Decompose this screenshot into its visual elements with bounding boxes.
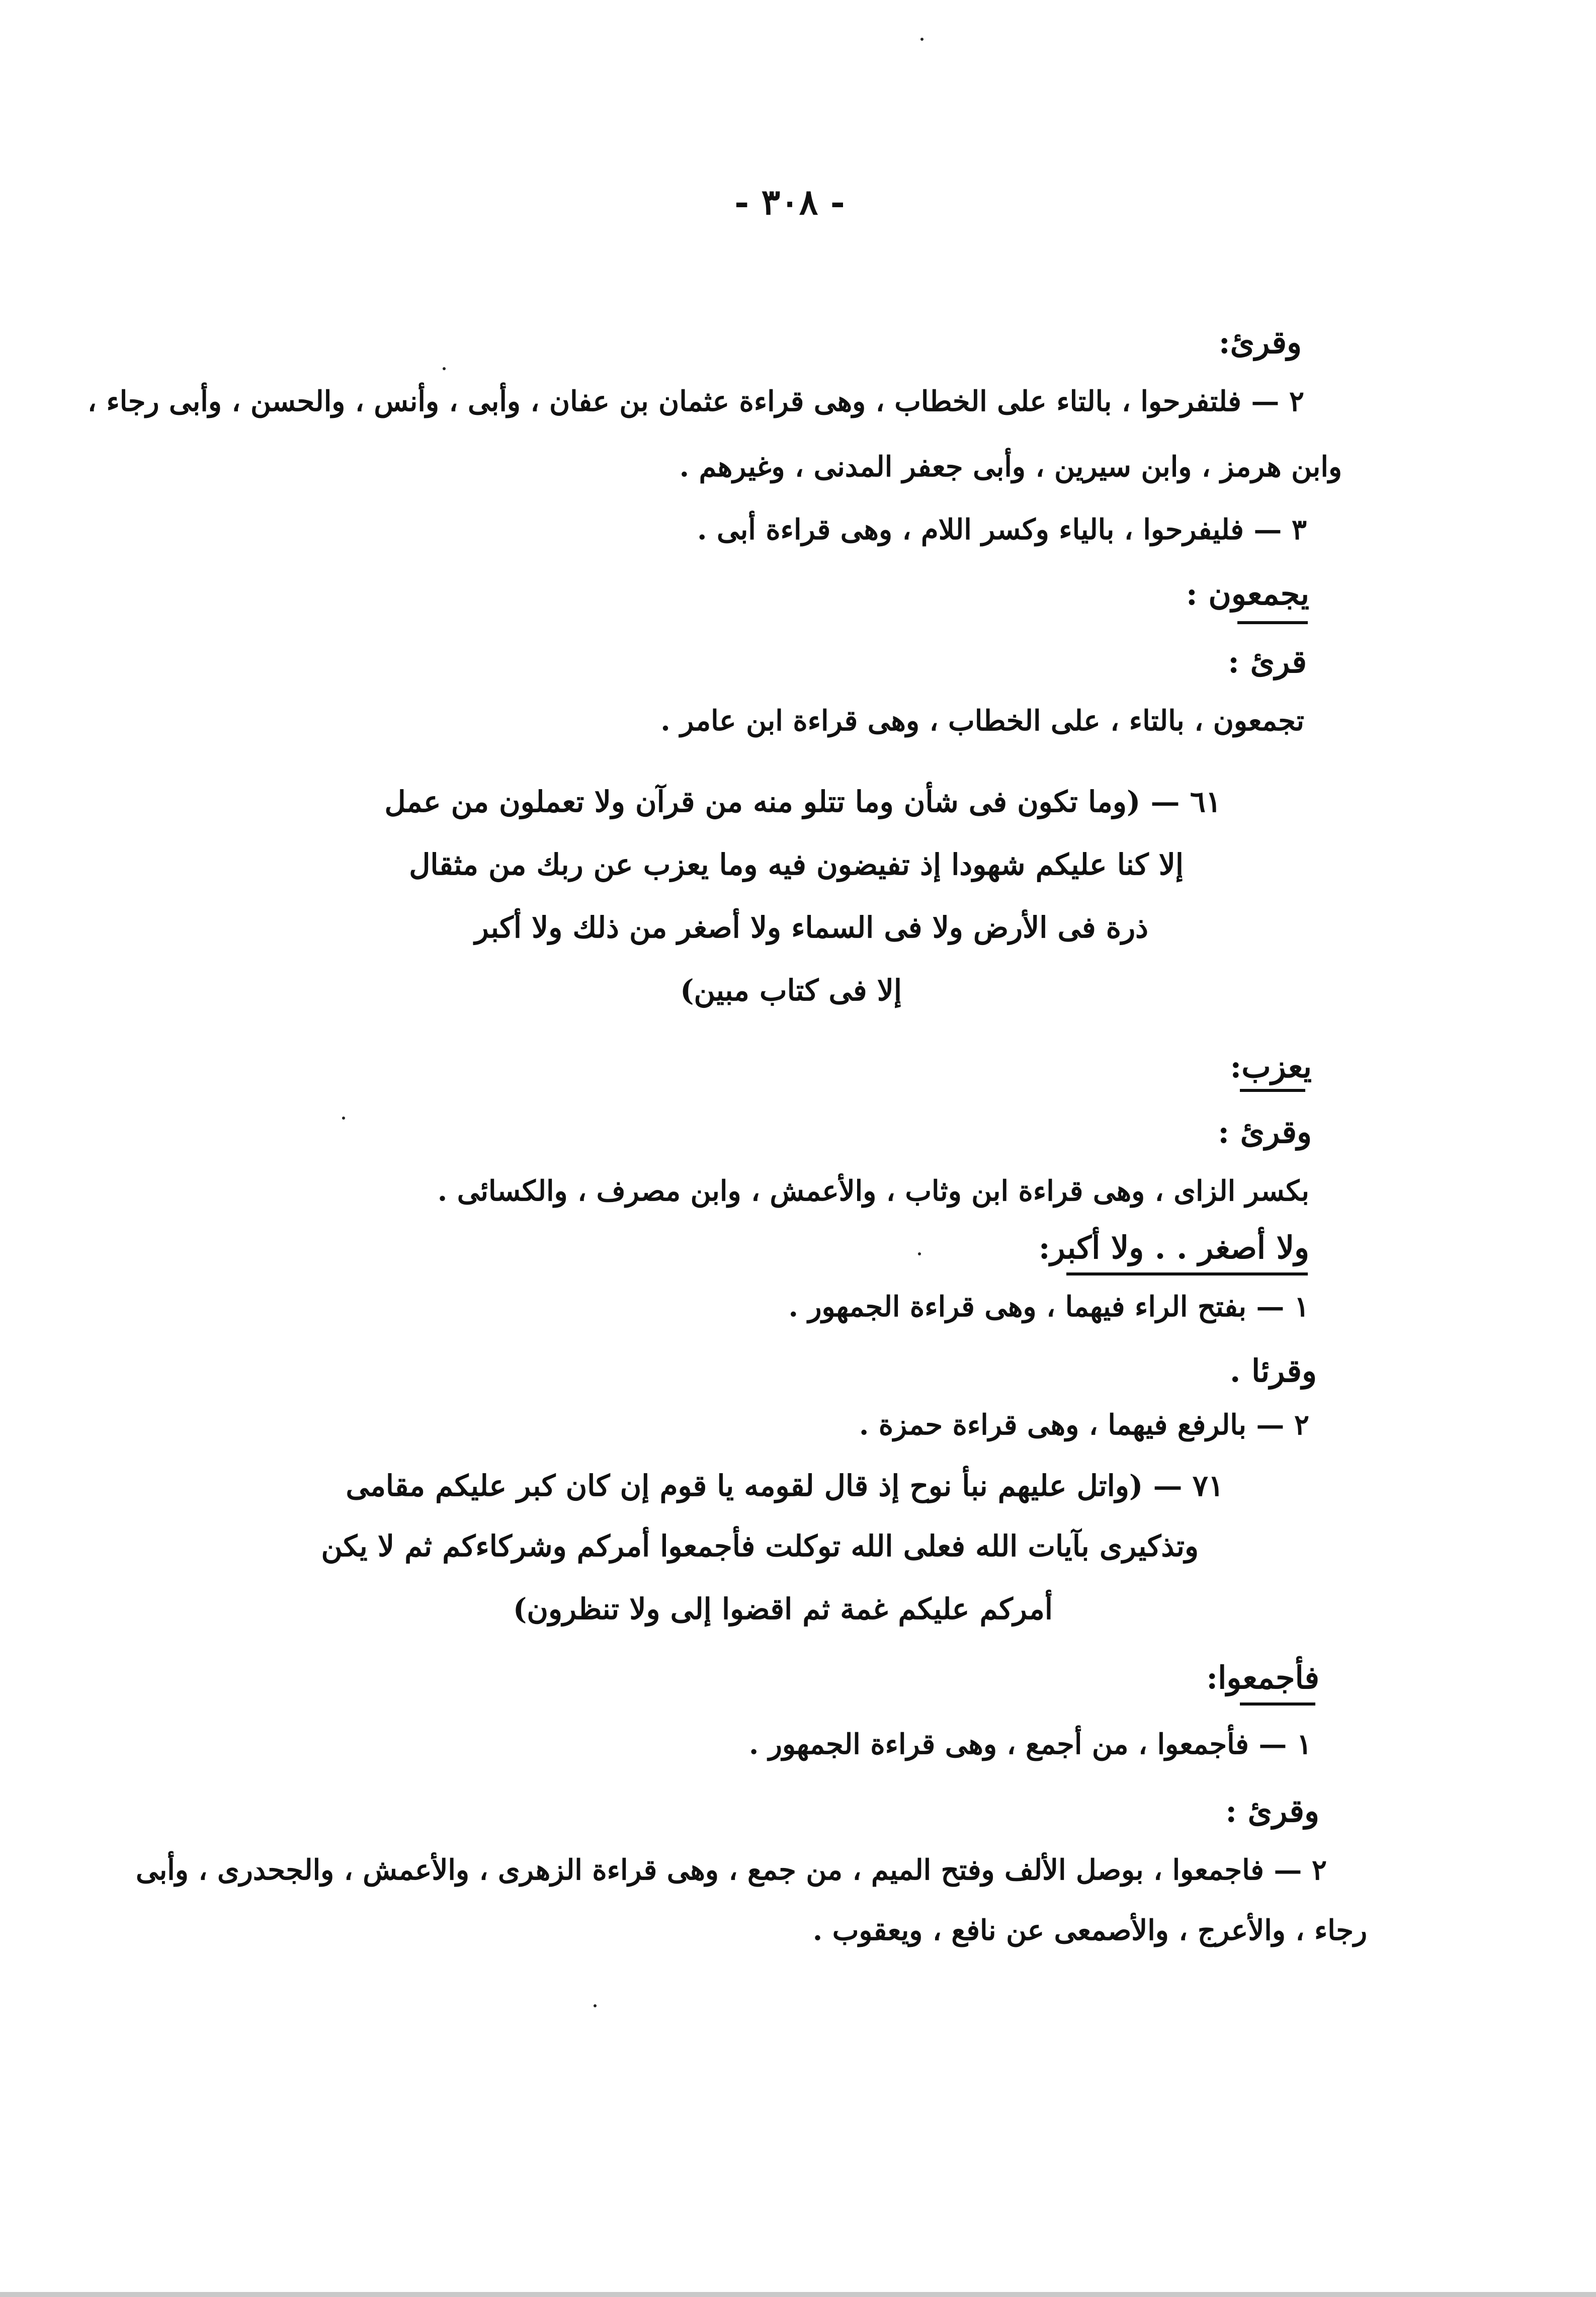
section-heading: ولا أصغر . . ولا أكبر: xyxy=(1038,1229,1309,1266)
quran-verse-line: ذرة فى الأرض ولا فى السماء ولا أصغر من ذلك ولا أكبر xyxy=(474,910,1148,945)
scan-speck xyxy=(342,1117,345,1120)
label-read: وقرئ: xyxy=(1218,324,1302,361)
reading-line: ٢ — بالرفع فيهما ، وهى قراءة حمزة . xyxy=(859,1408,1309,1441)
quran-verse-line: إلا فى كتاب مبين) xyxy=(680,973,902,1007)
page-bottom-edge xyxy=(0,2292,1596,2297)
heading-underline xyxy=(1240,1703,1315,1706)
heading-underline xyxy=(1240,1089,1305,1092)
quran-verse-line: وتذكيرى بآيات الله فعلى الله توكلت فأجمعوا أمركم وشركاءكم ثم لا يكن xyxy=(321,1529,1199,1563)
scan-speck xyxy=(594,2004,597,2007)
label-read: وقرئا . xyxy=(1229,1352,1317,1389)
section-heading: يعزب: xyxy=(1230,1048,1312,1085)
label-read: قرئ : xyxy=(1228,643,1307,680)
reading-line: ١ — فأجمعوا ، من أجمع ، وهى قراءة الجمهور . xyxy=(748,1728,1312,1761)
reading-line: بكسر الزاى ، وهى قراءة ابن وثاب ، والأعمش ، وابن مصرف ، والكسائى . xyxy=(437,1174,1309,1208)
quran-verse-line: أمركم عليكم غمة ثم اقضوا إلى ولا تنظرون) xyxy=(513,1592,1053,1626)
quran-verse-line: إلا كنا عليكم شهودا إذ تفيضون فيه وما يعزب عن ربك من مثقال xyxy=(409,847,1184,882)
reading-line: رجاء ، والأعرج ، والأصمعى عن نافع ، ويعقوب . xyxy=(812,1914,1367,1947)
page-number: - ٣٠٨ - xyxy=(734,181,845,223)
scan-speck xyxy=(443,367,446,370)
reading-line: ٢ — فاجمعوا ، بوصل الألف وفتح الميم ، من جمع ، وهى قراءة الزهرى ، والأعمش ، والجحدرى ، وأبى xyxy=(136,1853,1327,1887)
heading-underline xyxy=(1066,1272,1308,1275)
quran-verse-line: ٧١ — (واتل عليهم نبأ نوح إذ قال لقومه يا قوم إن كان كبر عليكم مقامى xyxy=(346,1469,1224,1503)
label-read: وقرئ : xyxy=(1218,1114,1312,1150)
reading-line: ١ — بفتح الراء فيهما ، وهى قراءة الجمهور . xyxy=(788,1290,1309,1323)
heading-underline xyxy=(1237,621,1308,624)
label-read: وقرئ : xyxy=(1225,1793,1319,1829)
reading-line: تجمعون ، بالتاء ، على الخطاب ، وهى قراءة ابن عامر . xyxy=(660,704,1304,737)
scan-speck xyxy=(920,38,923,41)
reading-line: وابن هرمز ، وابن سيرين ، وأبى جعفر المدنى ، وغيرهم . xyxy=(679,450,1342,483)
reading-line: ٣ — فليفرحوا ، بالياء وكسر اللام ، وهى قراءة أبى . xyxy=(697,513,1307,546)
quran-verse-line: ٦١ — (وما تكون فى شأن وما تتلو منه من قرآن ولا تعملون من عمل xyxy=(384,785,1221,819)
section-heading: فأجمعوا: xyxy=(1206,1659,1319,1696)
reading-line: ٢ — فلتفرحوا ، بالتاء على الخطاب ، وهى قراءة عثمان بن عفان ، وأبى ، وأنس ، والحسن ، وأبى رجاء ، xyxy=(87,385,1304,418)
section-heading: يجمعون : xyxy=(1186,575,1309,612)
scan-speck xyxy=(918,1252,921,1255)
